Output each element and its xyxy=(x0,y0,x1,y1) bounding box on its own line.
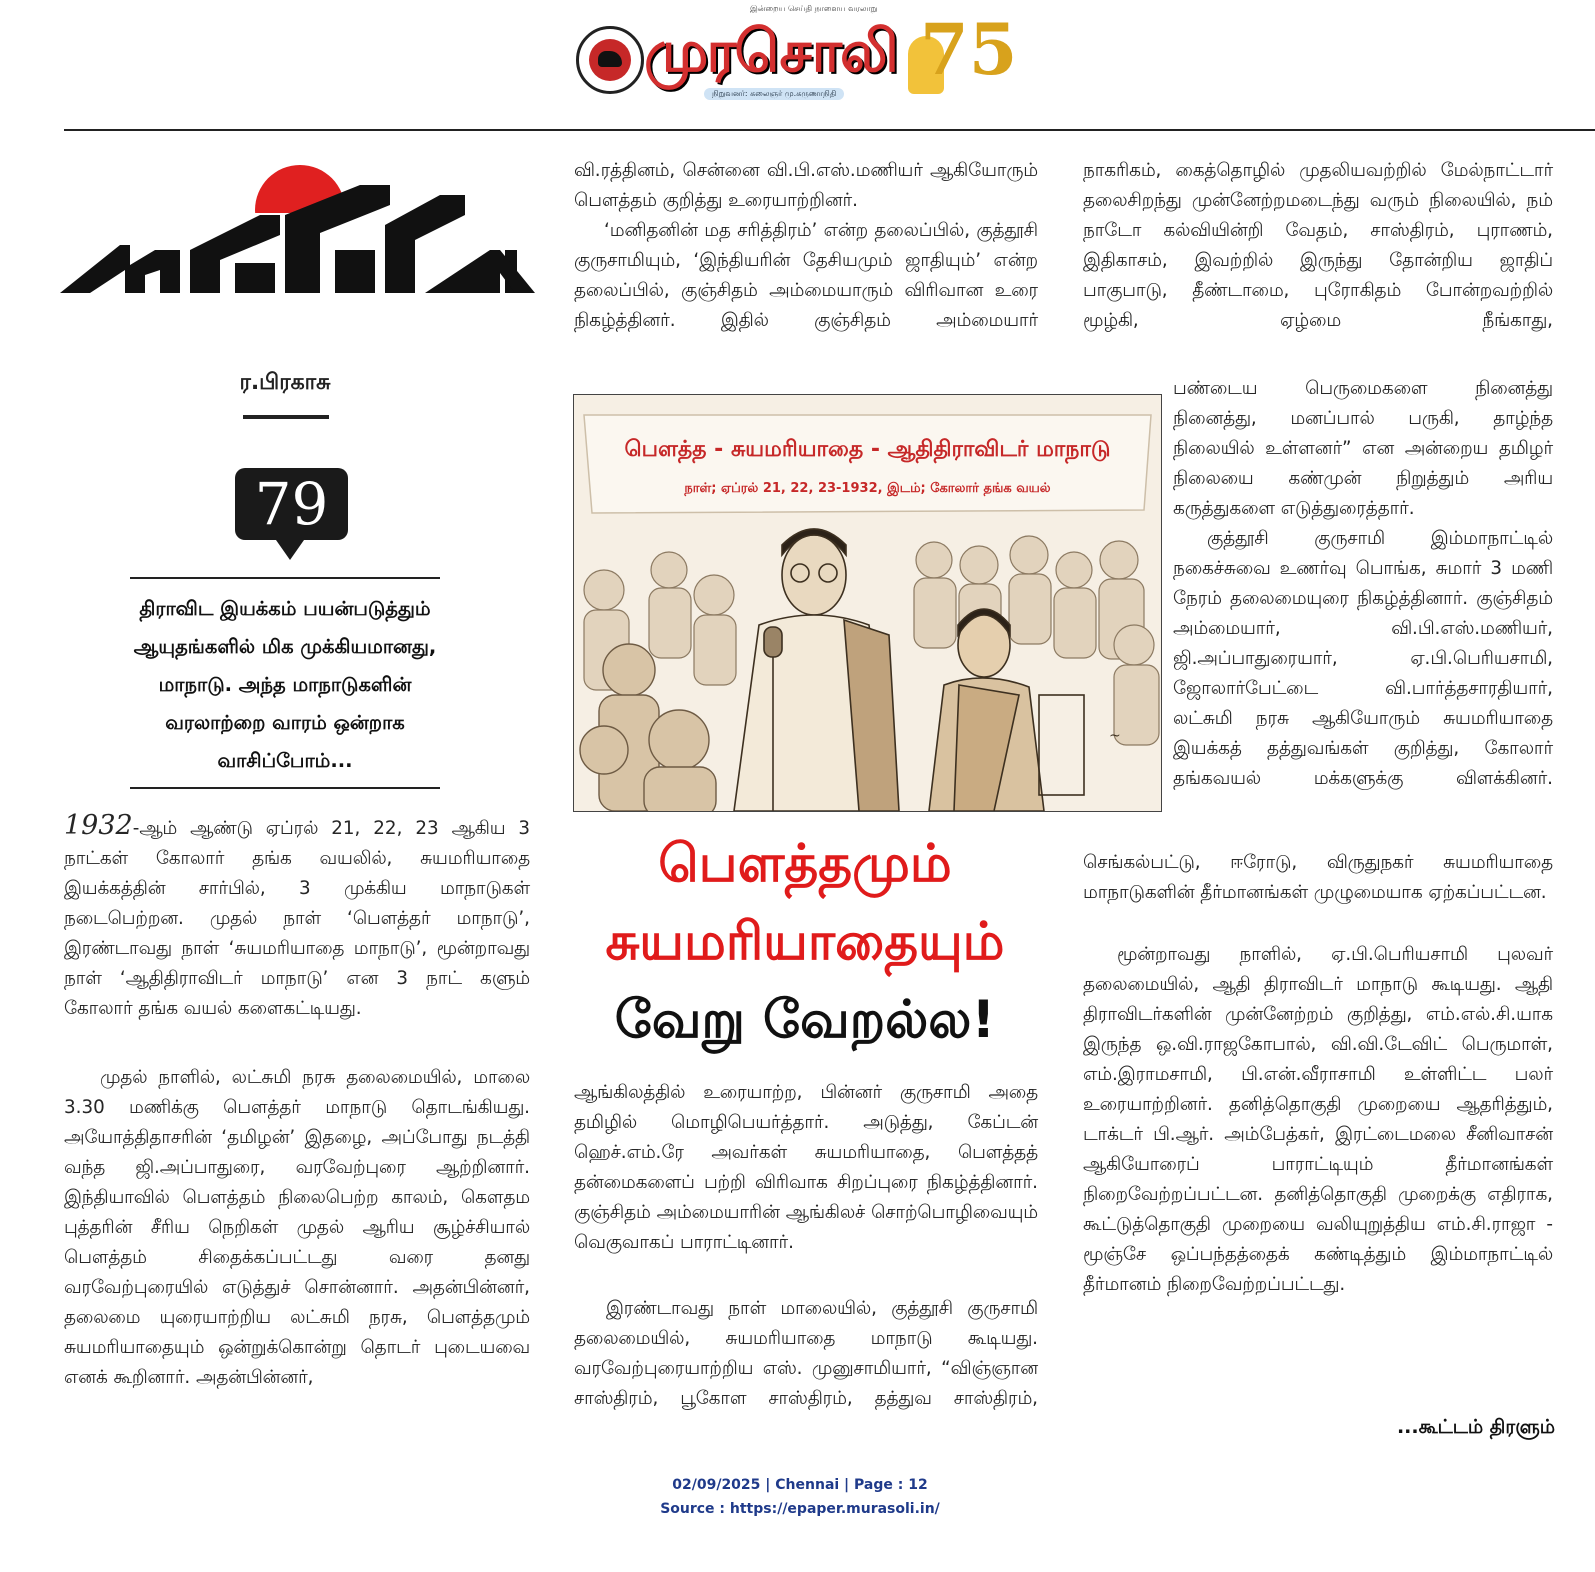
article-paragraph xyxy=(1083,848,1553,908)
intro-line: வரலாற்றை வாரம் ஒன்றாக xyxy=(165,711,405,734)
paragraph-text: பண்டைய பெருமைகளை நினைத்து நினைத்து, மனப்பால் பருகி, தாழ்ந்த நிலையில் உள்ளனர்” என அன்றைய தமிழர் நிலையை கண்முன் நிறுத்தும் அரிய கருத்துகளை எடுத்துரைத்தார். xyxy=(1173,378,1553,519)
article-paragraph xyxy=(574,1078,1038,1258)
article-paragraph xyxy=(574,1294,1038,1414)
article-paragraph xyxy=(1083,940,1553,1300)
footer-source-link[interactable]: Source : https://epaper.murasoli.in/ xyxy=(660,1501,940,1517)
paragraph-text: முதல் நாளில், லட்சுமி நரசு தலைமையில், மாலை 3.30 மணிக்கு பௌத்தர் மாநாடு தொடங்கியது. அயோத்திதாசரின் ‘தமிழன்’ இதழை, அப்போது நடத்தி வந்த ஜி.அப்பாதுரை, வரவேற்புரை ஆற்றினார். இந்தியாவில் பௌத்தம் நிலைபெற்ற காலம், கௌதம புத்தரின் சீரிய நெறிகள் முதல் ஆரிய சூழ்ச்சியால் பௌத்தம் சிதைக்கப்பட்டது வரை தனது வரவேற்புரையில் எடுத்துச் சொன்னார். அதன்பின்னர், தலைமை யுரையாற்றிய லட்சுமி நரசு, பௌத்தமும் சுயமரியாதையும் ஒன்றுக்கொன்று தொடர் புடையவை எனக் கூறினார். அதன்பின்னர், xyxy=(64,1067,530,1388)
article-headline xyxy=(560,825,1050,1059)
conference-illustration xyxy=(573,394,1162,812)
badge-pointer xyxy=(276,540,304,560)
lead-year: 1932 xyxy=(64,810,133,841)
paragraph-text: குத்தூசி குருசாமி இம்மாநாட்டில் நகைச்சுவை உணர்வு பொங்க, சுமார் 3 மணி நேரம் தலைமையுரை நிகழ்த்தினார். குஞ்சிதம் அம்மையார், வி.பி.எஸ்.மணியர், ஜி.அப்பாதுரையார், ஏ.பி.பெரியசாமி, ஜோலார்பேட்டை வி.பார்த்தசாரதியார், லட்சுமி நரசு ஆகியோரும் சுயமரியாதை இயக்கத் தத்துவங்கள் குறித்து, கோலார் தங்கவயல் மக்களுக்கு விளக்கினர். xyxy=(1173,528,1553,789)
masthead xyxy=(570,4,1030,104)
intro-line: திராவிட இயக்கம் பயன்படுத்தும் xyxy=(139,597,431,620)
header-divider xyxy=(64,129,1595,131)
intro-line: ஆயுதங்களில் மிக முக்கியமானது, xyxy=(133,635,437,658)
intro-top-rule xyxy=(130,577,440,579)
svg-text:~: ~ xyxy=(1109,728,1121,744)
banner-title: பௌத்த - சுயமரியாதை - ஆதிதிராவிடர் மாநாடு xyxy=(624,437,1111,462)
intro-line: வாசிப்போம்... xyxy=(217,749,353,772)
author-byline: ர.பிரகாசு xyxy=(239,370,331,395)
anniversary-75-logo: 75 xyxy=(920,8,1018,91)
headline-line: பௌத்தமும் xyxy=(658,834,952,894)
footer-date-page: 02/09/2025 | Chennai | Page : 12 xyxy=(672,1477,928,1493)
banner-subtitle: நாள்; ஏப்ரல் 21, 22, 23-1932, இடம்; கோலார் தங்க வயல் xyxy=(684,481,1051,496)
paragraph-text: மூன்றாவது நாளில், ஏ.பி.பெரியசாமி புலவர் தலைமையில், ஆதி திராவிடர் மாநாடு கூடியது. ஆதி திராவிடர்களின் முன்னேற்றம் குறித்து, எம்.எல்.சி.யாக இருந்த ஒ.வி.ராஜகோபால், வி.வி.டேவிட் பெருமாள், எம்.இராமசாமி, பி.என்.வீராசாமி உள்ளிட்ட பலர் உரையாற்றினர். தனித்தொகுதி முறையை ஆதரித்தும், டாக்டர் பி.ஆர். அம்பேத்கர், இரட்டைமலை சீனிவாசன் ஆகியோரைப் பாராட்டியும் தீர்மானங்கள் நிறைவேற்றப்பட்டன. தனித்தொகுதி முறைக்கு எதிராக, கூட்டுத்தொகுதி முறையை வலியுறுத்திய எம்.சி.ராஜா - மூஞ்சே ஒப்பந்தத்தைக் கண்டித்தும் இம்மாநாட்டில் தீர்மானம் நிறைவேற்றப்பட்டது. xyxy=(1083,944,1553,1295)
intro-line: மாநாடு. அந்த மாநாடுகளின் xyxy=(158,673,412,696)
article-paragraph xyxy=(1173,374,1553,794)
paragraph-text: வி.ரத்தினம், சென்னை வி.பி.எஸ்.மணியர் ஆகியோரும் பௌத்தம் குறித்து உரையாற்றினர். xyxy=(574,160,1038,211)
paragraph-text: ‘மனிதனின் மத சரித்திரம்’ என்ற தலைப்பில், குத்தூசி குருசாமியும், ‘இந்தியரின் தேசியமும் ஜாதியும்’ என்ற தலைப்பில், குஞ்சிதம் அம்மையாரும் விரிவான உரை நிகழ்த்தினர். இதில் குஞ்சிதம் அம்மையார் xyxy=(574,220,1038,331)
paragraph-text: செங்கல்பட்டு, ஈரோடு, விருதுநகர் சுயமரியாதை மாநாடுகளின் தீர்மானங்கள் முழுமையாக ஏற்கப்பட்டன. xyxy=(1083,852,1553,903)
page-footer xyxy=(560,1473,1040,1521)
byline-underline xyxy=(243,415,329,419)
founder-caption: நிறுவனர்: கலைஞர் மு.கருணாநிதி xyxy=(704,88,844,100)
paper-name-logo: முரசொலி xyxy=(644,17,897,85)
column-logo-maanaadu xyxy=(60,155,540,300)
column-intro xyxy=(95,590,475,780)
headline-line: வேறு வேறல்ல! xyxy=(614,990,996,1050)
paragraph-text: ஆங்கிலத்தில் உரையாற்ற, பின்னர் குருசாமி அதை தமிழில் மொழிபெயர்த்தார். அடுத்து, கேப்டன் ஹெச்.எம்.ரே அவர்கள் சுயமரியாதை, பௌத்தத் தன்மைகளைப் பற்றி விரிவாக சிறப்புரை நிகழ்த்தினார். குஞ்சிதம் அம்மையாரின் ஆங்கிலச் சொற்பொழிவையும் வெகுவாகப் பாராட்டினார். xyxy=(574,1082,1038,1253)
paragraph-text: நாகரிகம், கைத்தொழில் முதலியவற்றில் மேல்நாட்டார் தலைசிறந்து முன்னேற்றமடைந்து வரும் நிலையில், நம் நாடோ கல்வியின்றி வேதம், சாஸ்திரம், புராணம், இதிகாசம், இவற்றில் இருந்து தோன்றிய ஜாதிப் பாகுபாடு, தீண்டாமை, புரோகிதம் போன்றவற்றில் மூழ்கி, ஏழ்மை நீங்காது, xyxy=(1083,160,1553,331)
paragraph-text: இரண்டாவது நாள் மாலையில், குத்தூசி குருசாமி தலைமையில், சுயமரியாதை மாநாடு கூடியது. வரவேற்புரையாற்றிய எஸ். முனுசாமியார், “விஞ்ஞான சாஸ்திரம், பூகோள சாஸ்திரம், தத்துவ சாஸ்திரம், xyxy=(574,1298,1038,1409)
article-paragraph xyxy=(574,156,1038,336)
article-paragraph xyxy=(64,1063,530,1393)
headline-line: சுயமரியாதையும் xyxy=(605,912,1005,972)
paragraph-text: -ஆம் ஆண்டு ஏப்ரல் 21, 22, 23 ஆகிய 3 நாட்கள் கோலார் தங்க வயலில், சுயமரியாதை இயக்கத்தின் சார்பில், 3 முக்கிய மாநாடுகள் நடைபெற்றன. முதல் நாள் ‘பௌத்தர் மாநாடு’, இரண்டாவது நாள் ‘சுயமரியாதை மாநாடு’, மூன்றாவது நாள் ‘ஆதிதிராவிடர் மாநாடு’ என 3 நாட் களும் கோலார் தங்க வயல் களைகட்டியது. xyxy=(64,818,530,1019)
series-number-badge: 79 xyxy=(235,468,348,540)
article-paragraph xyxy=(64,811,530,1024)
continuation-signoff: ...கூட்டம் திரளும் xyxy=(1396,1416,1555,1438)
intro-bottom-rule xyxy=(130,787,440,789)
article-paragraph xyxy=(1083,156,1553,336)
party-emblem-icon xyxy=(576,26,644,94)
masthead-tagline: இன்றைய செய்தி நாளைய வரலாறு xyxy=(750,4,878,13)
